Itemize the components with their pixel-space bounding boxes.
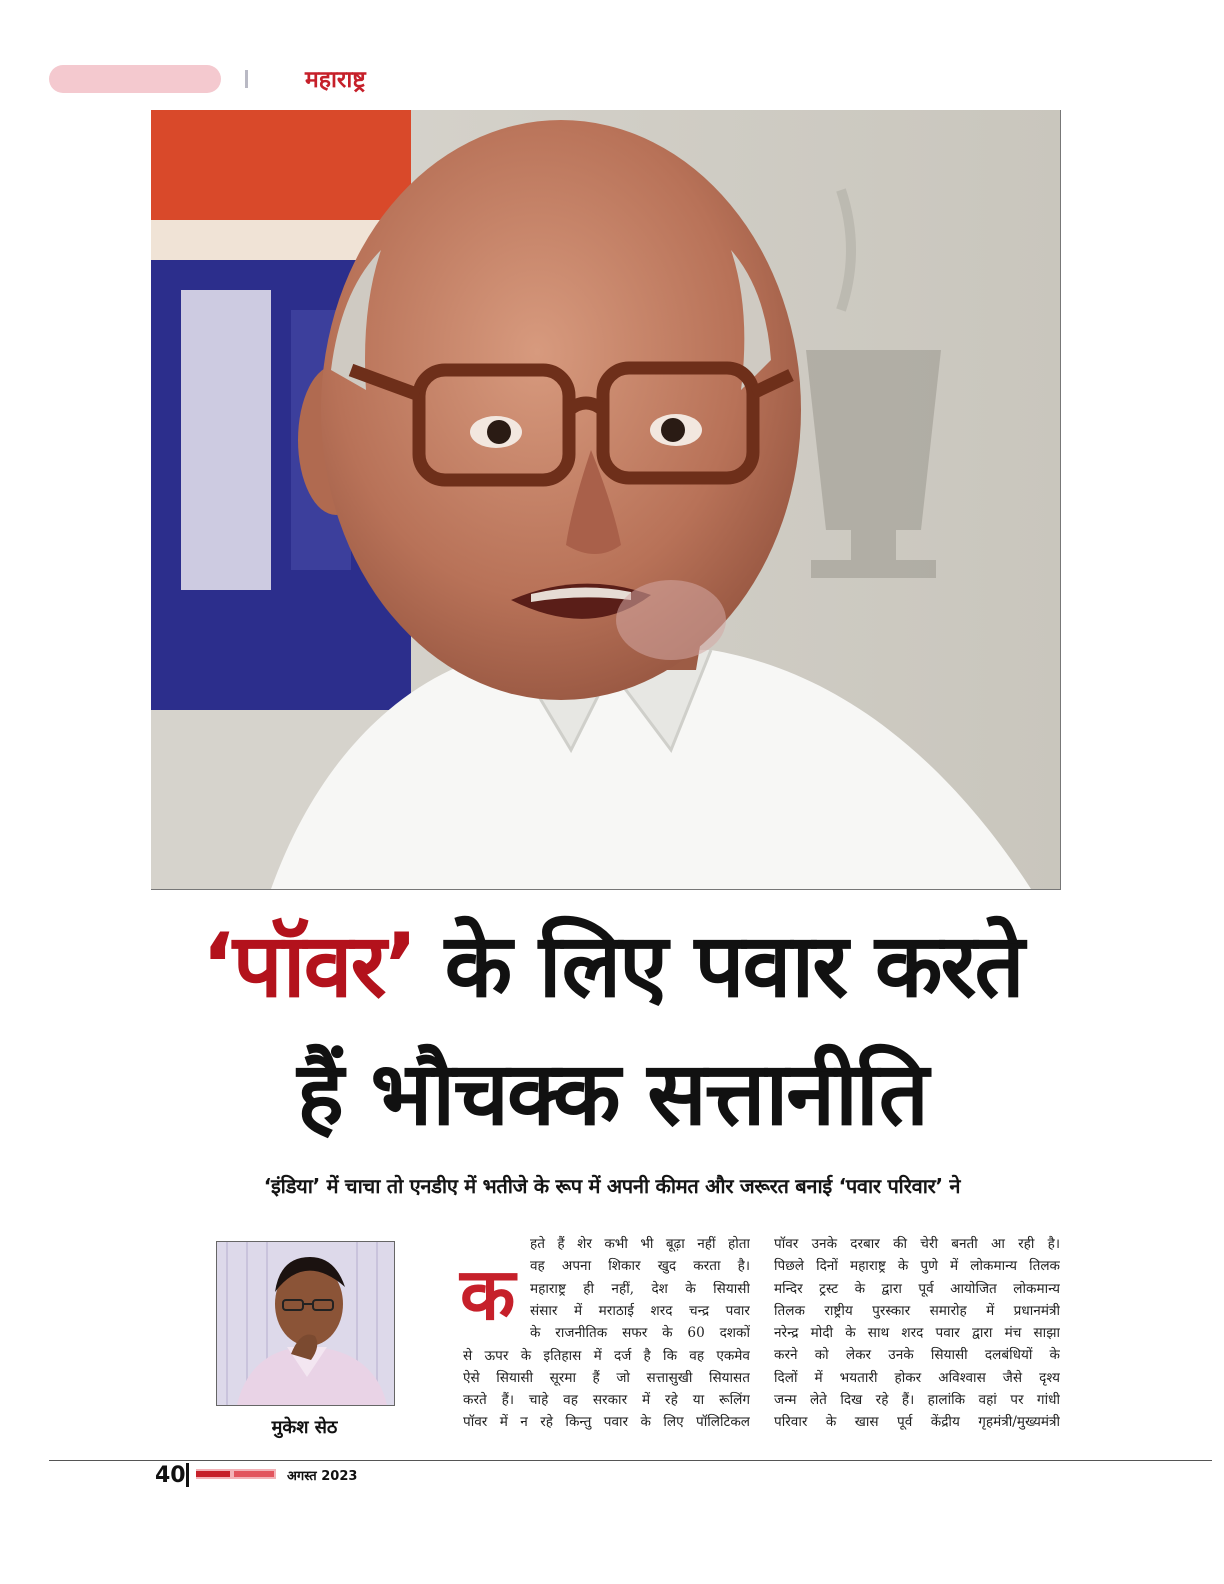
subheadline: ‘इंडिया’ में चाचा तो एनडीए में भतीजे के रूप में अपनी कीमत और जरूरत बनाई ‘पवार परिवार’ ने xyxy=(263,1174,961,1198)
headline-highlight: ‘पॉवर’ xyxy=(201,914,416,1017)
header-divider xyxy=(245,70,248,88)
header-pill xyxy=(49,65,221,93)
main-photo xyxy=(151,110,1061,890)
footer-divider xyxy=(186,1463,189,1487)
author-photo xyxy=(216,1241,395,1406)
text-line: महाराष्ट्र ही नहीं, देश के सियासी xyxy=(530,1280,750,1297)
drop-cap: क xyxy=(460,1252,516,1336)
headline-line-2: हैं भौचक्क सत्तानीति xyxy=(297,1042,927,1145)
text-line: वह अपना शिकार खुद करता है। xyxy=(530,1258,750,1275)
issue-date: अगस्त 2023 xyxy=(287,1469,358,1484)
article-column-1-bottom xyxy=(463,1345,750,1434)
magazine-logo xyxy=(196,1466,276,1482)
text-line: दिलों में भयतारी होकर अविश्वास जैसे दृश्य xyxy=(774,1369,1060,1386)
article-column-1-top xyxy=(530,1233,750,1344)
text-line: संसार में मराठाई शरद चन्द्र पवार xyxy=(530,1302,750,1319)
text-line: करने को लेकर उनके सियासी दलबंधियों के xyxy=(774,1347,1060,1364)
footer-rule xyxy=(49,1460,1212,1461)
text-line: पिछले दिनों महाराष्ट्र के पुणे में लोकमान्य तिलक xyxy=(774,1258,1060,1275)
text-line: तिलक राष्ट्रीय पुरस्कार समारोह में प्रधानमंत्री xyxy=(774,1302,1060,1319)
headline-line-1-rest: के लिए पवार करते xyxy=(415,914,1023,1017)
article-column-2 xyxy=(774,1233,1060,1434)
text-line: जन्म लेते दिख रहे हैं। हालांकि वहां पर गांधी xyxy=(774,1392,1060,1409)
text-line: पॉवर उनके दरबार की चेरी बनती आ रही है। xyxy=(774,1236,1060,1252)
text-line: मन्दिर ट्रस्ट के द्वारा पूर्व आयोजित लोकमान्य xyxy=(774,1280,1060,1297)
text-line: नरेन्द्र मोदी के साथ शरद पवार द्वारा मंच साझा xyxy=(774,1325,1060,1342)
page-number: 40 xyxy=(155,1463,186,1488)
headline-line-1 xyxy=(0,914,1224,1017)
author-name: मुकेश सेठ xyxy=(271,1417,338,1438)
text-line: हते हैं शेर कभी भी बूढ़ा नहीं होता xyxy=(530,1236,750,1252)
text-line: पॉवर में न रहे किन्तु पवार के लिए पॉलिटिकल xyxy=(463,1414,750,1431)
text-line: के राजनीतिक सफर के 60 दशकों xyxy=(530,1325,750,1342)
section-label: महाराष्ट्र xyxy=(305,67,366,93)
text-line: से ऊपर के इतिहास में दर्ज है कि वह एकमेव xyxy=(463,1347,750,1364)
text-line: ऐसे सियासी सूरमा हैं जो सत्तासुखी सियासत xyxy=(463,1369,750,1386)
text-line: परिवार के खास पूर्व केंद्रीय गृहमंत्री/मुख्यमंत्री xyxy=(774,1414,1060,1431)
text-line: करते हैं। चाहे वह सरकार में रहे या रूलिंग xyxy=(463,1392,750,1409)
